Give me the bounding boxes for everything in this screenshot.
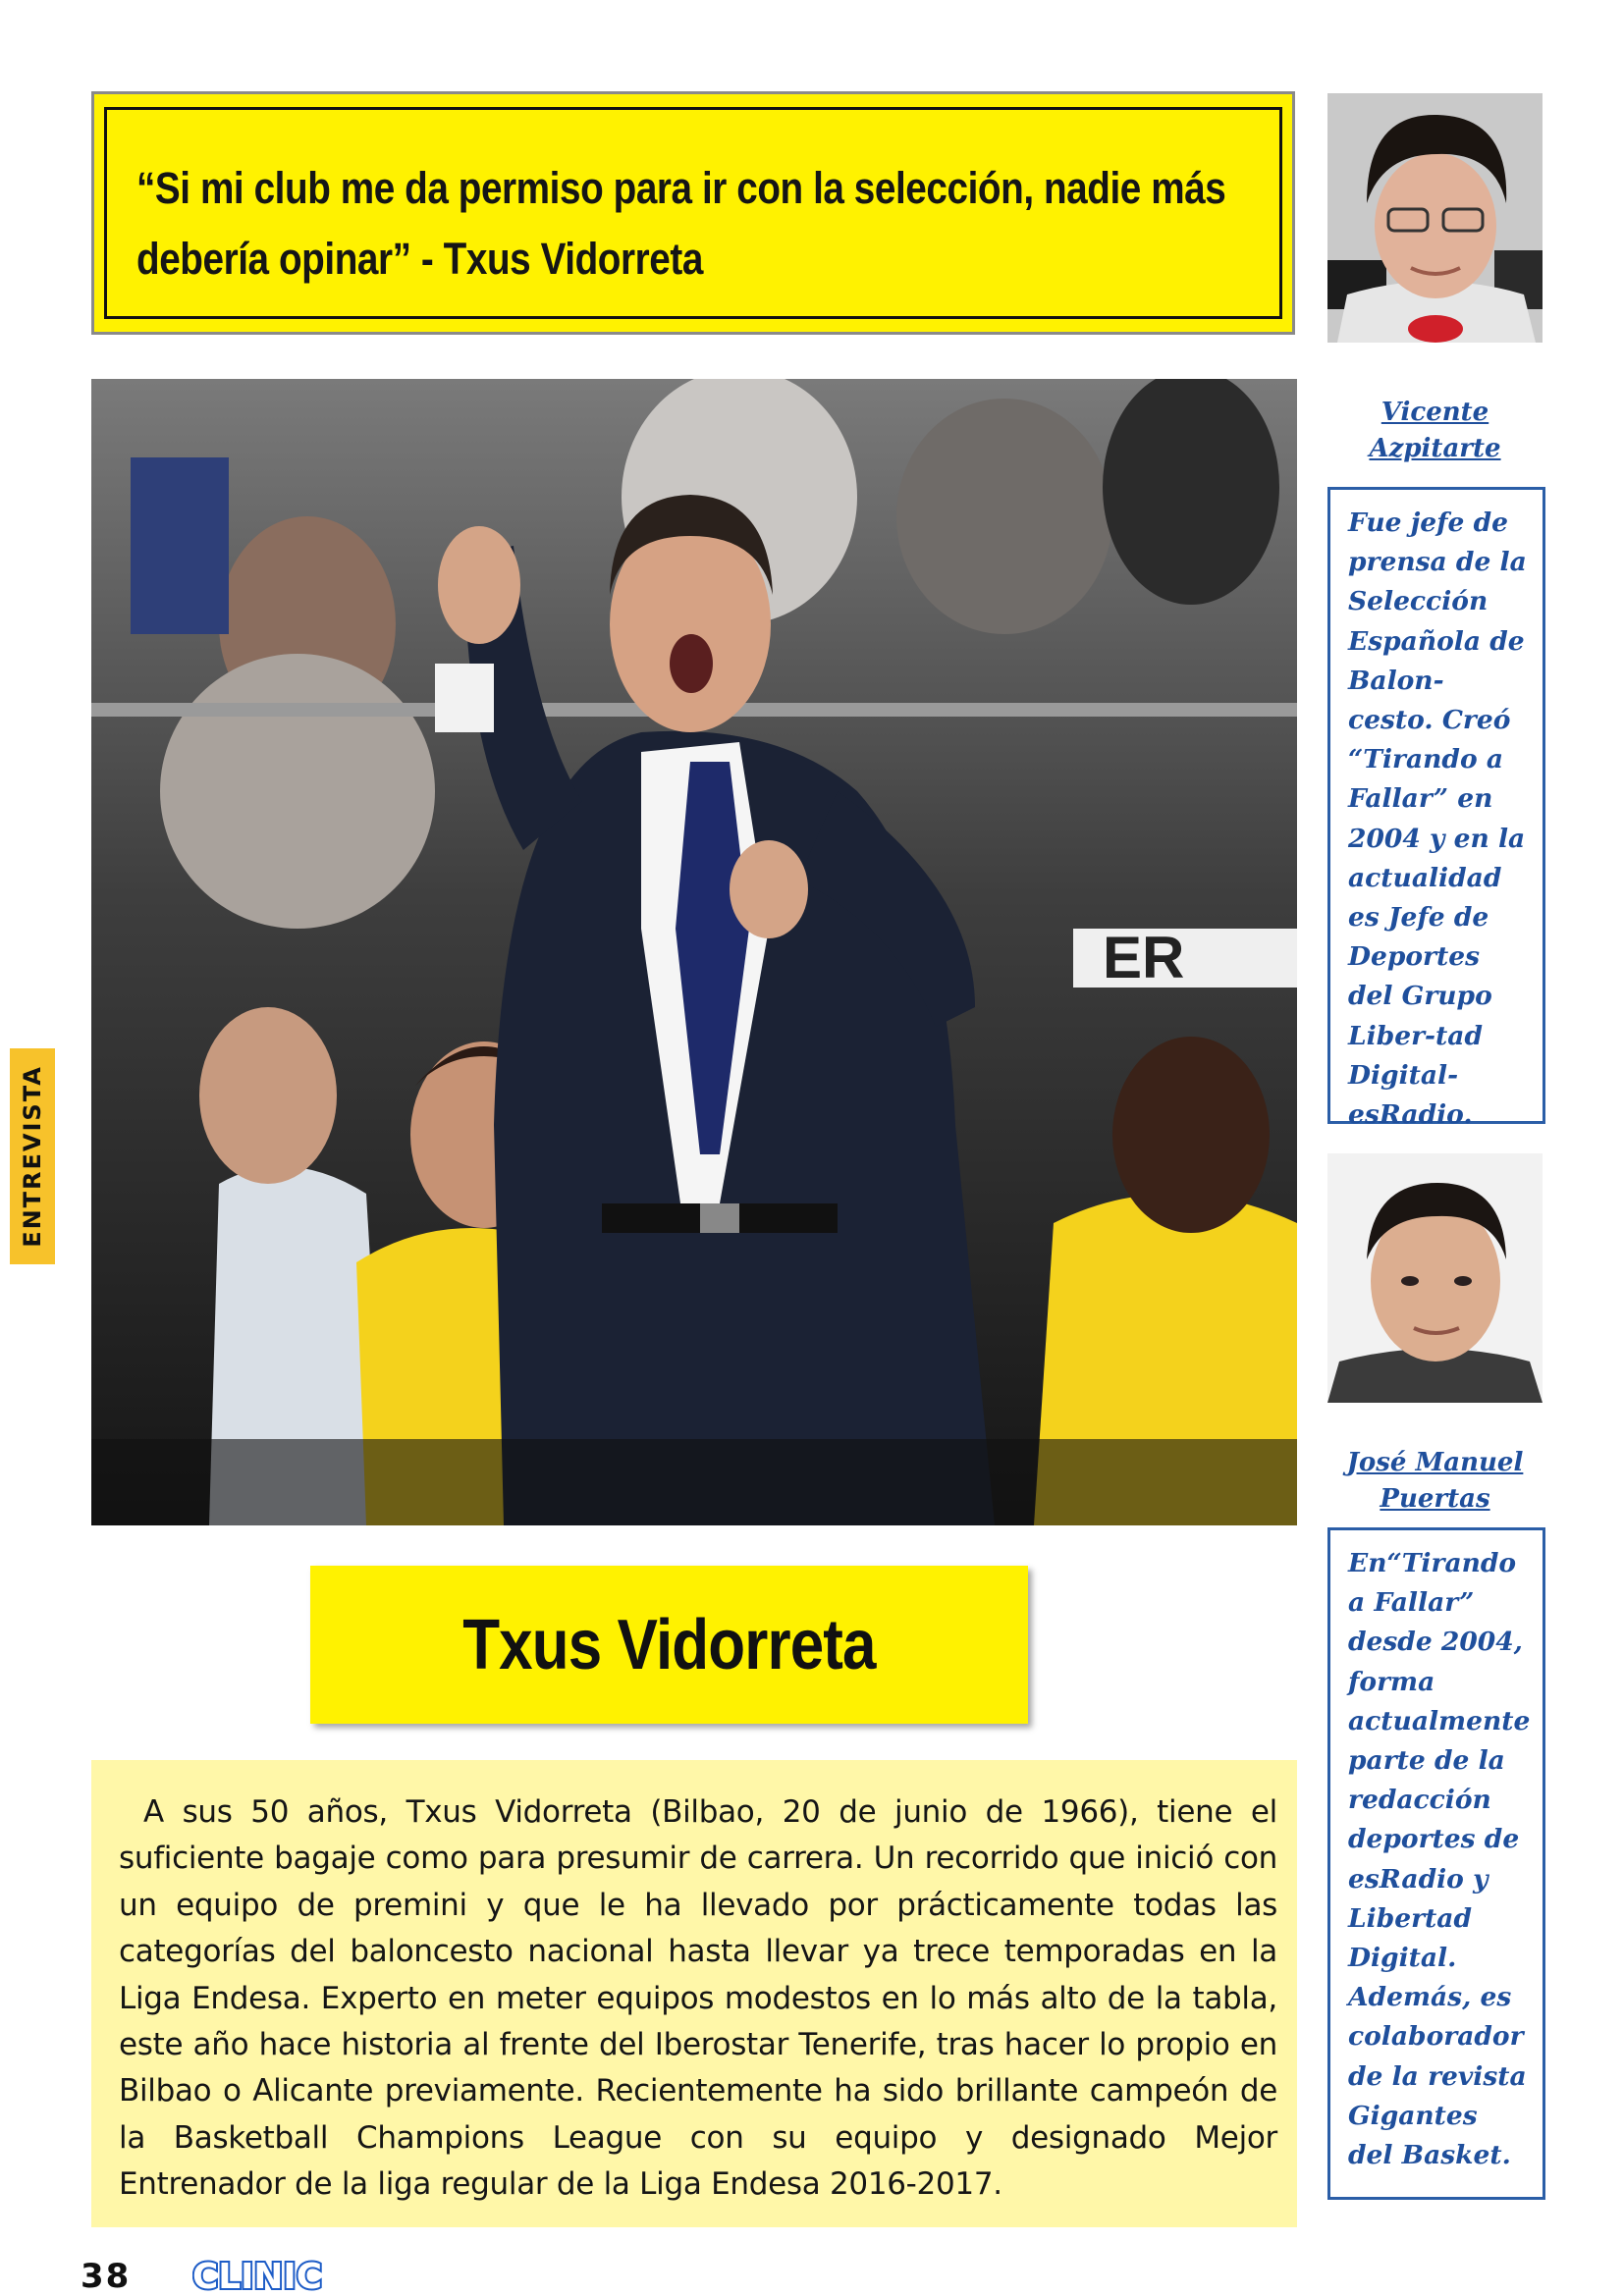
quote-inner-frame bbox=[104, 107, 1282, 319]
intro-box bbox=[91, 1760, 1297, 2227]
svg-text:ER: ER bbox=[1103, 925, 1185, 990]
pull-quote: “Si mi club me da permiso para ir con la selección, nadie más debería opinar” - Txus Vidorreta bbox=[136, 163, 1226, 284]
author-bio-box-2 bbox=[1327, 1527, 1545, 2200]
section-label: ENTREVISTA bbox=[19, 1065, 46, 1248]
author-photo-vicente-azpitarte bbox=[1327, 93, 1543, 343]
page-number: 38 bbox=[81, 2257, 132, 2296]
author-photo-jose-manuel-puertas bbox=[1327, 1153, 1543, 1403]
article-title: Txus Vidorreta bbox=[462, 1605, 876, 1684]
author-bio-box-1 bbox=[1327, 487, 1545, 1131]
author-bio-jose-manuel-puertas: En“Tirando a Fallar” desde 2004, forma actualmente parte de la redacción deportes de esRadio y Libertad Digital. Además, es colaborador de la revista Gigantes del Basket. bbox=[1348, 1548, 1531, 2171]
logo-text: CLINIC bbox=[192, 2257, 322, 2294]
magazine-logo bbox=[192, 2255, 324, 2294]
intro-paragraph: A sus 50 años, Txus Vidorreta (Bilbao, 20 de junio de 1966), tiene el suficiente bagaje como para presumir de carrera. Un recorrido que inició con un equipo de premini y que le ha llevado por prácticamente todas las categorías del baloncesto nacional hasta llevar ya trece temporadas en la Liga Endesa. Experto en meter equipos modestos en lo más alto de la tabla, este año hace historia al frente del Iberostar Tenerife, tras hacer lo propio en Bilbao o Alicante previamente. Recientemente ha sido brillante campeón de la Basketball Champions League con su equipo y designado Mejor Entrenador de la liga regular de la Liga Endesa 2016-2017. bbox=[119, 1794, 1277, 2203]
author-name-vicente-azpitarte: Vicente Azpitarte bbox=[1369, 398, 1501, 463]
main-photo-coach bbox=[91, 379, 1297, 1525]
author-name-jose-manuel-puertas: José Manuel Puertas bbox=[1346, 1448, 1524, 1514]
article-title-banner bbox=[310, 1566, 1028, 1724]
author-bio-vicente-azpitarte: Fue jefe de prensa de la Selección Española de Balon-cesto. Creó “Tirando a Fallar” en 2004 y en la actualidad es Jefe de Deportes del Grupo Liber-tad Digital-esRadio. bbox=[1348, 507, 1527, 1131]
quote-box bbox=[91, 91, 1295, 335]
section-tab bbox=[10, 1048, 55, 1264]
